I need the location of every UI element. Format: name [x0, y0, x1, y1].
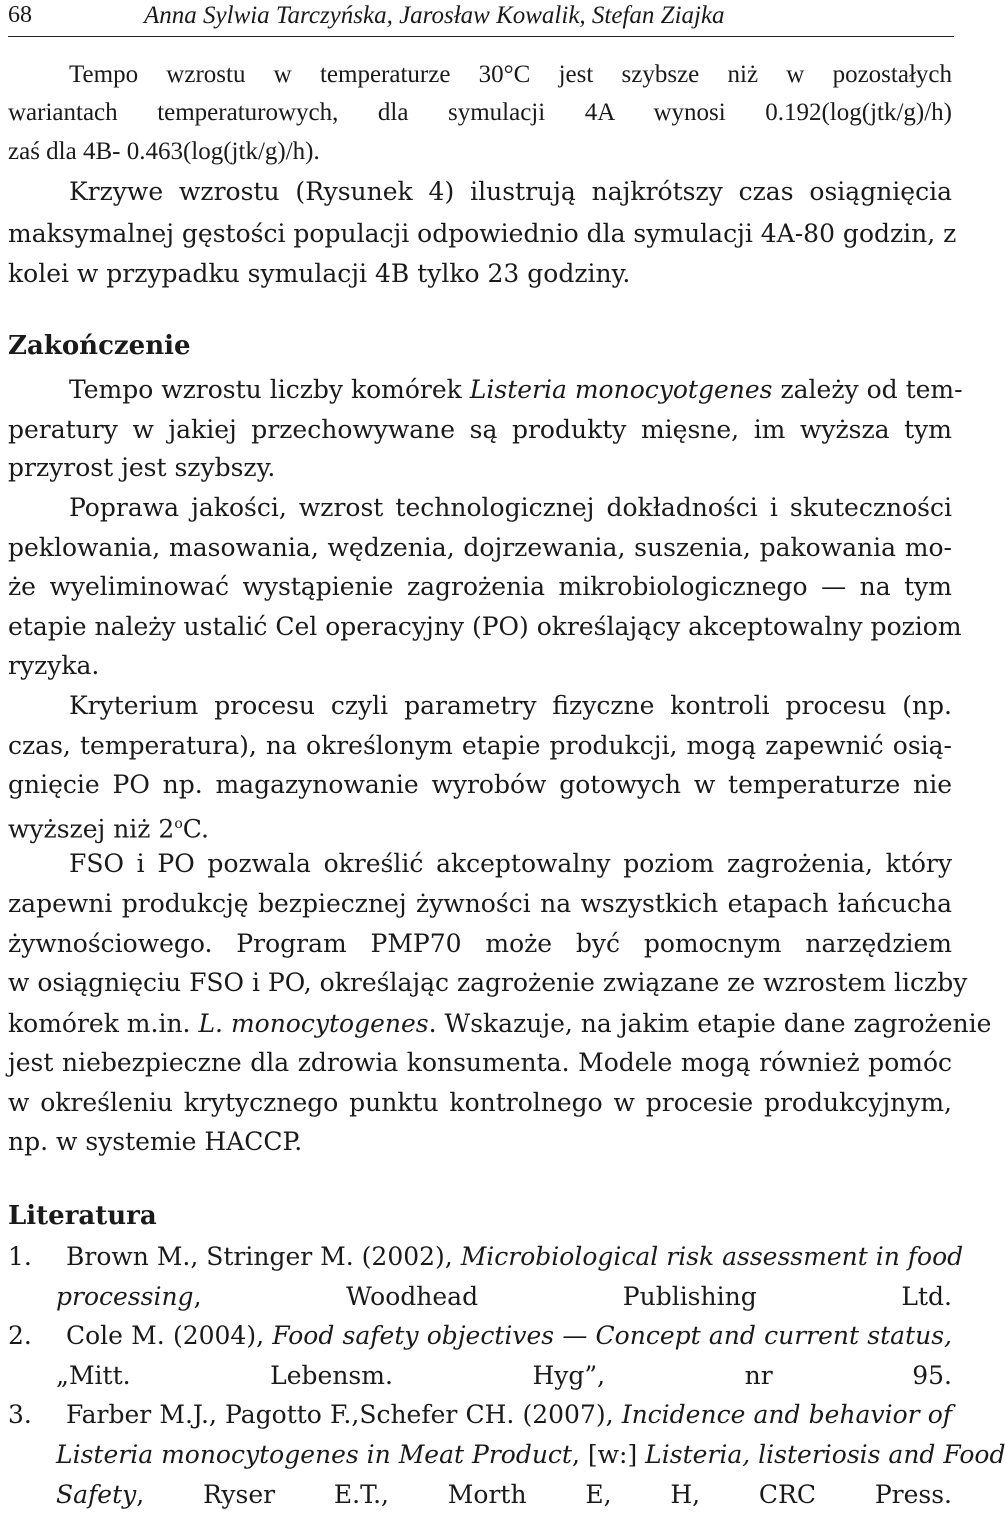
reference-title: Listeria monocytogenes in Meat Product	[56, 1440, 572, 1469]
reference-title: Food safety objectives — Concept and current status,	[272, 1321, 952, 1350]
section-heading: Zakończenie	[8, 331, 191, 361]
reference-number: 2.	[8, 1321, 32, 1350]
paragraph-line: w osiągnięciu FSO i PO, określając zagrożenie związane ze wzrostem liczby	[8, 968, 968, 997]
paragraph-line: w określeniu krytycznego punktu kontrolnego w procesie produkcyjnym,	[8, 1088, 952, 1117]
paragraph-line: Tempo wzrostu liczby komórek Listeria monocyotgenes zależy od tem-	[69, 375, 963, 404]
reference-title: processing	[56, 1282, 194, 1311]
paragraph-line: FSO i PO pozwala określić akceptowalny poziom zagrożenia, który	[69, 849, 952, 878]
reference-line: Brown M., Stringer M. (2002), Microbiological risk assessment in food	[66, 1242, 964, 1271]
reference-title: Listeria, listeriosis and Food	[645, 1440, 1005, 1469]
reference-number: 1.	[8, 1242, 32, 1271]
reference-line: Safety, Ryser E.T., Morth E, H, CRC Press.	[56, 1480, 952, 1509]
reference-line: processing, Woodhead Publishing Ltd.	[56, 1282, 952, 1311]
reference-line: Cole M. (2004), Food safety objectives — Concept and current status,	[66, 1321, 952, 1350]
paragraph-line: Krzywe wzrostu (Rysunek 4) ilustrują najkrótszy czas osiągnięcia	[69, 177, 952, 206]
species-name: L. monocytogenes	[198, 1009, 429, 1038]
running-header	[8, 0, 954, 37]
paragraph-line: żywnościowego. Program PMP70 może być pomocnym narzędziem	[8, 929, 952, 958]
species-name: Listeria monocyotgenes	[469, 375, 773, 404]
paragraph-line: wyższej niż 2$^o$C.	[8, 814, 209, 844]
paragraph-line: zaś dla 4B- 0.463(log(jtk/g)/h).	[8, 138, 320, 165]
reference-line: Listeria monocytogenes in Meat Product, [w:] Listeria, listeriosis and Food	[56, 1440, 1005, 1469]
paragraph-line: czas, temperatura), na określonym etapie produkcji, mogą zapewnić osią-	[8, 731, 952, 760]
paragraph-line: np. w systemie HACCP.	[8, 1127, 303, 1156]
paragraph-line: Tempo wzrostu w temperaturze 30°C jest szybsze niż w pozostałych	[69, 61, 952, 88]
paragraph-line: peklowania, masowania, wędzenia, dojrzewania, suszenia, pakowania mo-	[8, 533, 952, 562]
paragraph-line: etapie należy ustalić Cel operacyjny (PO) określający akceptowalny poziom	[8, 612, 962, 641]
paragraph-line: Poprawa jakości, wzrost technologicznej dokładności i skuteczności	[69, 493, 952, 522]
paragraph-line: zapewni produkcję bezpiecznej żywności na wszystkich etapach łańcucha	[8, 889, 952, 918]
reference-line: Farber M.J., Pagotto F.,Schefer CH. (2007), Incidence and behavior of	[66, 1400, 953, 1429]
section-heading: Literatura	[8, 1201, 157, 1231]
page-number: 68	[8, 2, 32, 28]
paragraph-line: peratury w jakiej przechowywane są produkty mięsne, im wyższa tym	[8, 415, 952, 444]
degree-superscript: o	[174, 816, 183, 832]
paragraph-line: gnięcie PO np. magazynowanie wyrobów gotowych w temperaturze nie	[8, 770, 952, 799]
paragraph-line: że wyeliminować wystąpienie zagrożenia mikrobiologicznego — na tym	[8, 572, 952, 601]
paragraph-line: Kryterium procesu czyli parametry fizyczne kontroli procesu (np.	[69, 691, 952, 720]
paragraph-line: przyrost jest szybszy.	[8, 453, 276, 482]
paragraph-line: wariantach temperaturowych, dla symulacji 4A wynosi 0.192(log(jtk/g)/h)	[8, 99, 952, 126]
paragraph-line: maksymalnej gęstości populacji odpowiednio dla symulacji 4A-80 godzin, z	[8, 219, 957, 248]
paragraph-line: ryzyka.	[8, 651, 100, 680]
reference-title: Microbiological risk assessment in food	[460, 1242, 964, 1271]
running-head-authors: Anna Sylwia Tarczyńska, Jarosław Kowalik, Stefan Ziajka	[144, 2, 725, 29]
reference-title: Incidence and behavior of	[621, 1400, 953, 1429]
reference-number: 3.	[8, 1400, 32, 1429]
reference-title: Safety	[56, 1480, 137, 1509]
reference-line: „Mitt. Lebensm. Hyg”, nr 95.	[56, 1361, 952, 1390]
paragraph-line: komórek m.in. L. monocytogenes. Wskazuje, na jakim etapie dane zagrożenie	[8, 1009, 992, 1038]
paragraph-line: jest niebezpieczne dla zdrowia konsumenta. Modele mogą również pomóc	[8, 1048, 952, 1077]
paragraph-line: kolei w przypadku symulacji 4B tylko 23 godziny.	[8, 259, 631, 288]
